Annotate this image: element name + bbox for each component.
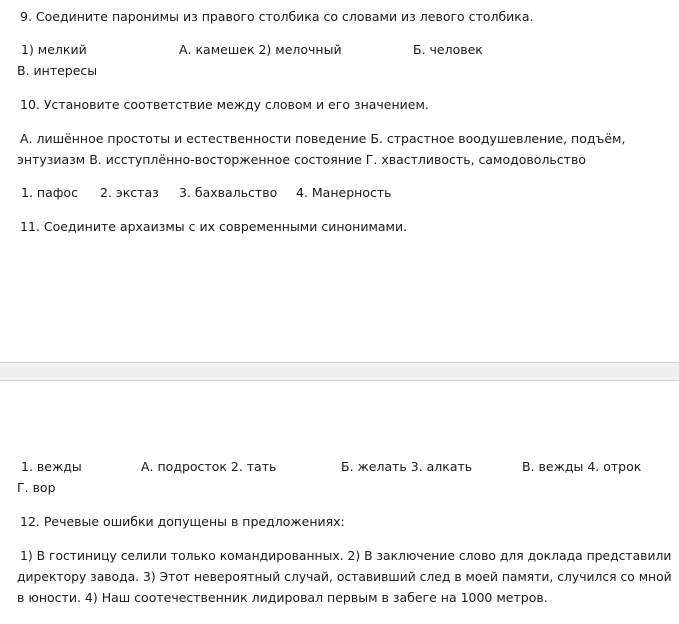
q10-word-4: 4. Манерность xyxy=(296,185,392,200)
q9-right-item-v: В. интересы xyxy=(17,63,98,78)
q10-word-2: 2. экстаз xyxy=(100,185,159,200)
q9-right-item-b: Б. человек xyxy=(413,42,483,57)
q10-word-1: 1. пафос xyxy=(21,185,78,200)
q10-definitions-line-2: энтузиазм В. исступлённо-восторженное состояние Г. хвастливость, самодовольство xyxy=(17,152,586,167)
q11-synonym-g: Г. вор xyxy=(17,480,56,495)
q11-synonym-a-archaism-2: А. подросток 2. тать xyxy=(141,459,277,474)
q11-synonym-b-archaism-3: Б. желать 3. алкать xyxy=(341,459,473,474)
q9-left-item-1: 1) мелкий xyxy=(21,42,87,57)
q11-archaism-1: 1. вежды xyxy=(21,459,82,474)
q11-synonym-v-archaism-4: В. вежды 4. отрок xyxy=(522,459,642,474)
question-10-heading: 10. Установите соответствие между словом и его значением. xyxy=(20,97,429,112)
q9-right-item-a-left-item-2: А. камешек 2) мелочный xyxy=(179,42,342,57)
question-11-heading: 11. Соедините архаизмы с их современными синонимами. xyxy=(20,219,408,234)
q12-sentences-line-2: директору завода. 3) Этот невероятный случай, оставивший след в моей памяти, случился со мной xyxy=(17,570,672,584)
q10-word-3: 3. бахвальство xyxy=(179,185,278,200)
q12-sentences-line-3: в юности. 4) Наш соотечественник лидировал первым в забеге на 1000 метров. xyxy=(17,590,548,605)
question-12-heading: 12. Речевые ошибки допущены в предложениях: xyxy=(20,514,345,529)
question-9-heading: 9. Соедините паронимы из правого столбика со словами из левого столбика. xyxy=(20,9,534,24)
document-page-2 xyxy=(0,381,679,624)
q12-sentences-line-1: 1) В гостиницу селили только командированных. 2) В заключение слово для доклада представили xyxy=(20,549,672,563)
q10-definitions-line-1: А. лишённое простоты и естественности поведение Б. страстное воодушевление, подъём, xyxy=(20,131,626,146)
page-break-separator xyxy=(0,362,679,381)
